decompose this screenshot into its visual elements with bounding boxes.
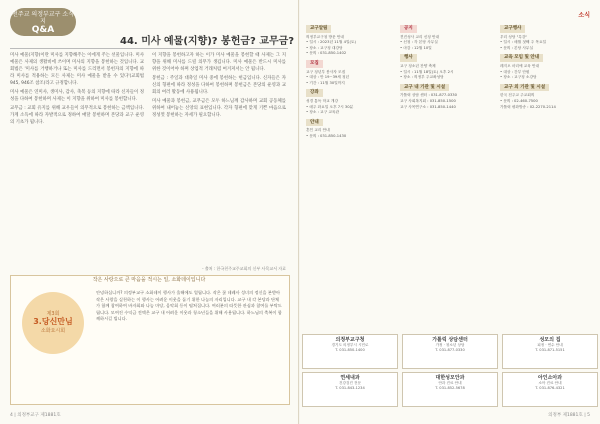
notice-column-2 — [400, 22, 496, 322]
notice-item: • 기간 : 11월 30일까지 — [306, 80, 345, 85]
notice-item: • 문의 : 031-850-1402 — [306, 51, 347, 56]
notice-item: • 대상 : 만 19~39세 청년 — [306, 75, 350, 80]
notice-column-3 — [500, 22, 594, 322]
notice-item: • 장소 : 교구청 소강당 — [500, 75, 537, 80]
notice-heading: 모집 — [306, 60, 323, 68]
left-page — [0, 0, 299, 424]
notice-heading: 공지 — [400, 25, 417, 33]
ad-box — [502, 334, 598, 369]
event-logo-line-3: 소화요시회 — [40, 328, 66, 334]
page-folio-right: 의정부 제1881호 | 5 — [548, 413, 590, 418]
article-column-2 — [152, 52, 286, 264]
event-text: 안녕하십니까? 의정부교구 소화데이 행사가 올해에도 열립니다. 작은 꽃 데레사 성녀의 정신을 본받아 작은 사랑을 실천하는 이 행사는 어려운 이웃을 돕기 위한 나눔의 자리입니다. 교구 내 각 본당과 단체가 함께 참여하여 바자회와 나눔 마당, 음악회 등이 펼쳐집니다. 여러분의 따뜻한 관심과 참여를 부탁드립니다. 모여진 수익금 전액은 교구 내 어려운 이웃과 청소년들을 위해 사용됩니다. 하느님의 축복이 함께하시길 빕니다. — [96, 290, 282, 322]
ad-line: 건강검진 전문 — [339, 381, 361, 385]
page-folio-left: 4 | 의정부교구 제1881호 — [10, 413, 61, 418]
paragraph: 미사 예물은 연미사, 생미사, 감사, 축복 등의 지향에 따라 신자들이 정성을 다하여 봉헌하며 사제는 이 지향을 위하여 미사를 봉헌합니다. — [10, 90, 144, 102]
ad-line: 소아 진료 안내 — [538, 381, 562, 385]
event-logo — [22, 292, 84, 354]
notice-item: • 일시 : 2023년 11월 4일(토) — [306, 40, 356, 45]
notice-item: • 문의 : 031-850-1430 — [306, 133, 347, 138]
notice-item: • 장소 : 교구청 대강당 — [306, 45, 343, 50]
ad-phone: T. 031-877-0330 — [435, 348, 465, 352]
qa-badge — [10, 8, 76, 36]
notice-column-1 — [306, 22, 396, 322]
notice-heading: 교구행사 — [500, 25, 525, 33]
ad-name: 연세내과 — [340, 375, 360, 381]
notice-item: • 대상 : 간부 단원 — [500, 69, 530, 74]
ad-phone: T. 031-871-5151 — [535, 348, 565, 352]
notice-item: • 문의 : 02-460-7500 — [500, 98, 538, 103]
ad-phone: T. 031-852-5678 — [435, 386, 465, 390]
notice-item: • 장소 : 교구 교육관 — [306, 110, 340, 115]
ad-box — [502, 372, 598, 407]
notice-heading: 강좌 — [306, 89, 323, 97]
notice-heading: 교구알림 — [306, 25, 331, 33]
notice-item: 교구 청년부 봉사자 모집 — [306, 69, 346, 74]
notice-item: 한국 천주교 주교회의 — [500, 93, 535, 98]
notice-item: • 일시 : 매월 첫째 주 목요일 — [500, 40, 547, 45]
notice-item: • 문의 : 본당 사무실 — [500, 45, 534, 50]
section-tag: 소식 — [578, 12, 590, 19]
notice-item: 혼인 교리 안내 — [306, 128, 330, 133]
notice-item: 가톨릭 상담 센터 : 031-877-0330 — [400, 93, 457, 98]
ad-box — [302, 334, 398, 369]
notice-heading: 교구 내 기관 및 시설 — [400, 84, 449, 92]
notice-heading: 교육 모임 및 안내 — [500, 54, 543, 62]
ad-box — [402, 334, 498, 369]
notice-item: • 장소 : 의정부 주교좌성당 — [400, 75, 444, 80]
event-logo-line-1: 제3회 — [46, 311, 60, 317]
event-headline: 작은 사랑으로 큰 마음을 적시는 일, 소화데이입니다 — [92, 277, 206, 283]
ad-line: 경기도 의정부시 시민로 — [331, 343, 369, 347]
paragraph: 교무금 : 교회 유지를 위해 교우들이 의무적으로 봉헌하는 금액입니다. 가계 소득에 따라 자발적으로 정하여 매달 봉헌하며 본당과 교구 운영의 기초가 됩니다. — [10, 106, 144, 125]
notice-item: • 매주 화요일 오후 7시 30분 — [306, 104, 354, 109]
paragraph: 미사 예물과 봉헌금, 교무금은 모두 하느님께 감사하며 교회 공동체를 위하여 내어놓는 신앙의 표현입니다. 각자 형편에 맞게 기쁜 마음으로 정성껏 봉헌하는 자세가 필요합니다. — [152, 99, 286, 118]
notice-item: 레지오 마리애 교육 안내 — [500, 63, 540, 68]
notice-item: 교구 사목연구소 : 031-850-1440 — [400, 104, 456, 109]
ad-line: 안과 진료 안내 — [438, 381, 462, 385]
ad-box — [402, 372, 498, 407]
ad-name: 대한성모안과 — [435, 375, 465, 381]
paragraph: 이 지향을 봉헌하고자 하는 이가 미사 예물을 봉헌할 때 사제는 그 지향을 위해 미사를 드릴 의무가 생깁니다. 미사 예물은 반드시 미사를 위한 것이어야 하며 상업적 거래처럼 여겨져서는 안 됩니다. — [152, 53, 286, 72]
event-logo-line-2: 3.당신만님 — [33, 317, 73, 326]
notice-item: 가톨릭 평화방송 : 02-2270-2114 — [500, 104, 556, 109]
article-title: 44. 미사 예물(지향)? 봉헌금? 교무금? — [120, 36, 295, 47]
ad-phone: T. 031-876-4321 — [535, 386, 565, 390]
ad-phone: T. 031-843-1234 — [335, 386, 365, 390]
paragraph: 미사 예물(지향)이란 미사를 지향해주는 이에게 주는 선물입니다. 미사 예물은 사제의 생활비에 쓰이며 미사의 지향을 봉헌하는 것입니다. 교회법은 '미사를 거행하거나 또는 미사를 드리면서 봉헌자의 지향에 따라 미사를 적용하는 모든 사제는 미사 예물을 받을 수 있다'(교회법 945, 946조 참조)라고 규정합니다. — [10, 53, 144, 86]
notice-item: • 신청 : 각 본당 사무실 — [400, 40, 438, 45]
ad-grid — [300, 334, 600, 410]
ad-name: 가톨릭 상담센터 — [432, 337, 468, 343]
title-rule — [10, 48, 288, 49]
qa-badge-big: Q&A — [31, 25, 55, 36]
notice-item: • 일시 : 11월 18일(토) 오후 2시 — [400, 69, 454, 74]
ad-line: 피정 · 연수 안내 — [537, 343, 563, 347]
notice-item: 의정부교구청 방문 안내 — [306, 34, 344, 39]
notice-heading: 행사 — [400, 54, 417, 62]
ad-name: 의정부교구청 — [335, 337, 365, 343]
ad-name: 성모의 집 — [539, 337, 561, 343]
paragraph: 봉헌금 : 주일과 대축일 미사 중에 봉헌하는 헌금입니다. 신자들은 자신의 형편에 따라 정성을 다하여 봉헌하며 봉헌금은 본당의 운영과 교회의 여러 활동에 사용됩니다. — [152, 76, 286, 95]
ad-phone: T. 031-850-1400 — [335, 348, 365, 352]
article-source: - 출처 : 한국천주교주교회의 신부 사목교서 자료 — [202, 266, 286, 271]
notice-item: 견진성사 교리 신청 안내 — [400, 34, 440, 39]
ad-box — [302, 372, 398, 407]
article-column-1 — [10, 52, 144, 264]
notice-item: 교구 사회복지회 : 031-850-1500 — [400, 98, 456, 103]
notice-item: 교구 청소년 찬양 축제 — [400, 63, 436, 68]
notice-item: 우리 성당 "특강" — [500, 34, 528, 39]
notice-item: 성경 통독 학교 개강 — [306, 98, 339, 103]
ad-name: 아인소아과 — [537, 375, 563, 381]
notice-heading: 교구 외 기관 및 시설 — [500, 84, 549, 92]
notice-heading: 안내 — [306, 119, 323, 127]
ad-line: 가정 · 청소년 상담 — [435, 343, 465, 347]
qa-badge-small: 천주교 의정부교구 소식지 — [12, 11, 74, 26]
notice-item: • 마감 : 12월 10일 — [400, 45, 432, 50]
